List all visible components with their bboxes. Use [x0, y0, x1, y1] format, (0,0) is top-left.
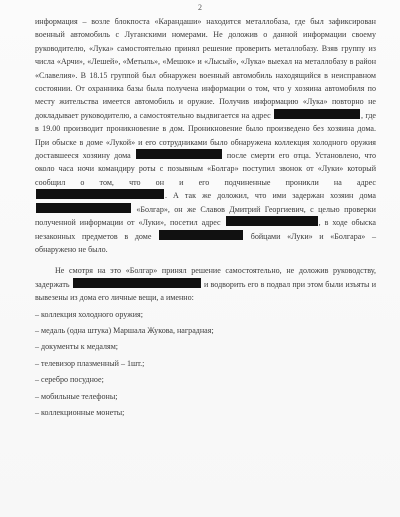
paragraph-text: бойцами «Луки» и «Болгара» – обнаружено не было.: [35, 231, 376, 254]
paragraph-main: [35, 15, 376, 256]
seized-item: – коллекция холодного оружия;: [35, 309, 143, 319]
seized-items-list: [35, 308, 376, 420]
paragraph-text: после смерти его отца. Установлено, что около часа ночи командиру роты с позывным «Болгар» поступил звонок от «Луки» который сообщил о том, что он и его подчиненные проникли на адрес: [35, 151, 376, 187]
redaction-block: [136, 149, 222, 159]
seized-item: – серебро посудное;: [35, 375, 104, 385]
redaction-block: [36, 203, 131, 213]
seized-item: – медаль (одна штука) Маршала Жукова, наградная;: [35, 325, 214, 335]
redaction-block: [36, 189, 164, 199]
paragraph-decision: [35, 264, 376, 304]
page-number: 2: [198, 3, 202, 12]
paragraph-text: . А так же доложил, что ими задержан хозяин дома: [165, 191, 376, 201]
paragraph-text: «Болгар», он же Славов Дмитрий Георгиевич, с целью проверки полученной информации от «Луки», посетил адрес: [35, 204, 376, 228]
redaction-block: [159, 230, 243, 240]
seized-item: – документы к медалям;: [35, 342, 119, 352]
document-body: [35, 15, 376, 419]
seized-item: – мобильные телефоны;: [35, 391, 118, 401]
redaction-block: [226, 216, 318, 226]
redaction-block: [274, 109, 360, 119]
seized-item: – телевизор плазменный – 1шт.;: [35, 358, 145, 368]
paragraph-text: и водворить его в подвал при этом были изъяты и вывезены из дома его личные вещи, а именно:: [35, 279, 376, 303]
paragraph-text: Не смотря на это «Болгар» принял решение самостоятельно, не доложив руководству, задержать: [35, 266, 376, 289]
paragraph-text: информация – возле блокпоста «Карандаши» находится металлобаза, где был зафиксирован военный автомобиль с Луганскими номерами. Не доложив о данной информации своему руководителю, «Лука» самостоятельно принял решение проверить металлобазу. Взяв группу из числа «Арчи», «Лешей», «Метыль», «Мешок» и «Лысый», «Лука» выехал на металлобазу в район «Славелия». В 18.15 группой был обнаружен военный автомобиль находящийся в неисправном состоянии. От охранника базы была получена информации о том, что у хозяина автомобиля по месту жительства имеется автомобиль и оружие. Получив информацию «Лука» повторно не докладывает руководителю, а самостоятельно выдвигается на адрес: [35, 17, 376, 120]
paragraph-text: , в ходе обыска незаконных предметов в доме: [35, 218, 376, 241]
paragraph-text: , где в 19.00 производит проникновение в дом. Проникновение было произведено без хозяина дома. При обыске в доме «Лукой» и его сотрудниками было обнаружена коллекция холодного оружия доставшееся хозяину дома: [35, 110, 376, 161]
seized-item: – коллекционные монеты;: [35, 407, 125, 417]
redaction-block: [73, 278, 201, 288]
